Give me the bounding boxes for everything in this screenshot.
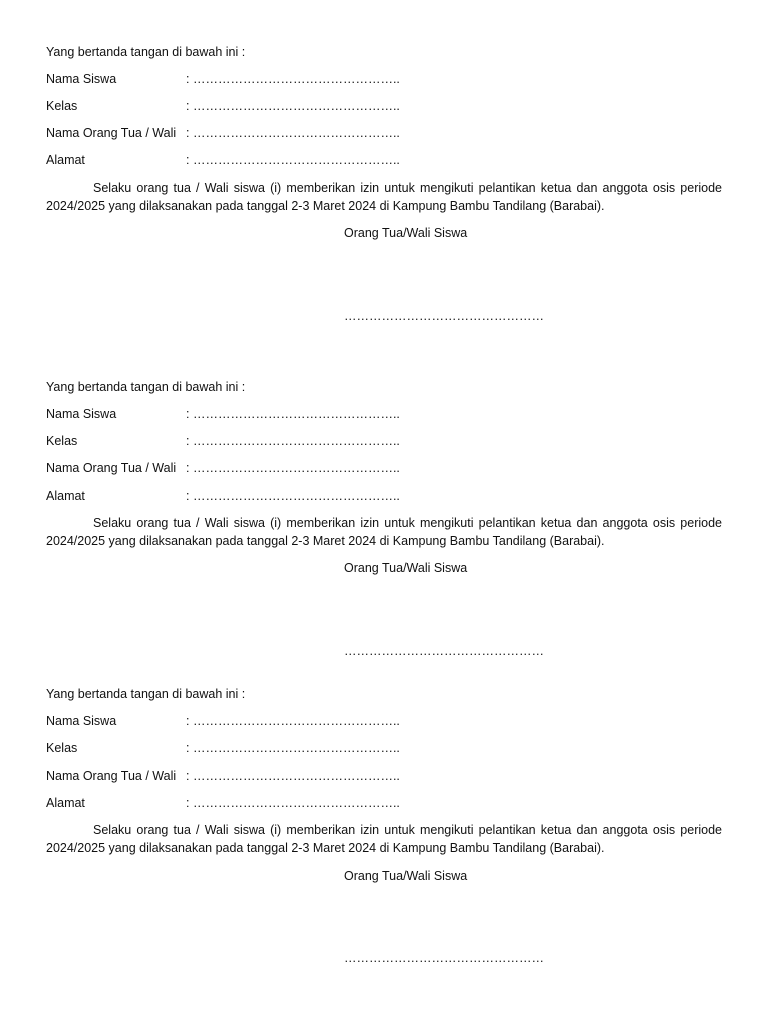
signature-label: Orang Tua/Wali Siswa <box>344 226 468 240</box>
field-value-nama-orang-tua: : ………………………………………….. <box>186 461 400 475</box>
permission-paragraph-text: Selaku orang tua / Wali siswa (i) memberikan izin untuk mengikuti pelantikan ketua dan anggota osis periode 2024/2025 yang dilaksanakan pada tanggal 2-3 Maret 2024 di Kampung Bambu Tandilang (Barabai). <box>46 823 722 855</box>
field-label-kelas: Kelas <box>46 434 78 448</box>
field-value-nama-siswa: : ………………………………………….. <box>186 714 400 728</box>
permission-paragraph <box>46 179 722 215</box>
signature-label: Orang Tua/Wali Siswa <box>344 869 468 883</box>
field-label-nama-orang-tua: Nama Orang Tua / Wali <box>46 126 177 140</box>
signature-line: ………………………………………… <box>344 309 544 323</box>
field-label-alamat: Alamat <box>46 153 85 167</box>
field-label-nama-orang-tua: Nama Orang Tua / Wali <box>46 461 177 475</box>
field-label-nama-orang-tua: Nama Orang Tua / Wali <box>46 769 177 783</box>
field-label-alamat: Alamat <box>46 489 85 503</box>
permission-paragraph <box>46 821 722 857</box>
form-intro: Yang bertanda tangan di bawah ini : <box>46 45 246 59</box>
field-value-kelas: : ………………………………………….. <box>186 434 400 448</box>
permission-paragraph-text: Selaku orang tua / Wali siswa (i) memberikan izin untuk mengikuti pelantikan ketua dan anggota osis periode 2024/2025 yang dilaksanakan pada tanggal 2-3 Maret 2024 di Kampung Bambu Tandilang (Barabai). <box>46 181 722 213</box>
signature-line: ………………………………………… <box>344 644 544 658</box>
field-value-alamat: : ………………………………………….. <box>186 153 400 167</box>
field-value-kelas: : ………………………………………….. <box>186 741 400 755</box>
field-label-nama-siswa: Nama Siswa <box>46 714 117 728</box>
field-value-alamat: : ………………………………………….. <box>186 796 400 810</box>
signature-label: Orang Tua/Wali Siswa <box>344 561 468 575</box>
field-label-kelas: Kelas <box>46 741 78 755</box>
field-label-nama-siswa: Nama Siswa <box>46 407 117 421</box>
permission-paragraph-text: Selaku orang tua / Wali siswa (i) memberikan izin untuk mengikuti pelantikan ketua dan anggota osis periode 2024/2025 yang dilaksanakan pada tanggal 2-3 Maret 2024 di Kampung Bambu Tandilang (Barabai). <box>46 516 722 548</box>
field-label-alamat: Alamat <box>46 796 85 810</box>
field-value-nama-siswa: : ………………………………………….. <box>186 407 400 421</box>
field-value-kelas: : ………………………………………….. <box>186 99 400 113</box>
form-intro: Yang bertanda tangan di bawah ini : <box>46 380 246 394</box>
field-value-nama-orang-tua: : ………………………………………….. <box>186 126 400 140</box>
permission-paragraph <box>46 514 722 550</box>
field-value-nama-orang-tua: : ………………………………………….. <box>186 769 400 783</box>
form-intro: Yang bertanda tangan di bawah ini : <box>46 687 246 701</box>
field-value-nama-siswa: : ………………………………………….. <box>186 72 400 86</box>
field-label-nama-siswa: Nama Siswa <box>46 72 117 86</box>
signature-line: ………………………………………… <box>344 951 544 965</box>
field-label-kelas: Kelas <box>46 99 78 113</box>
field-value-alamat: : ………………………………………….. <box>186 489 400 503</box>
